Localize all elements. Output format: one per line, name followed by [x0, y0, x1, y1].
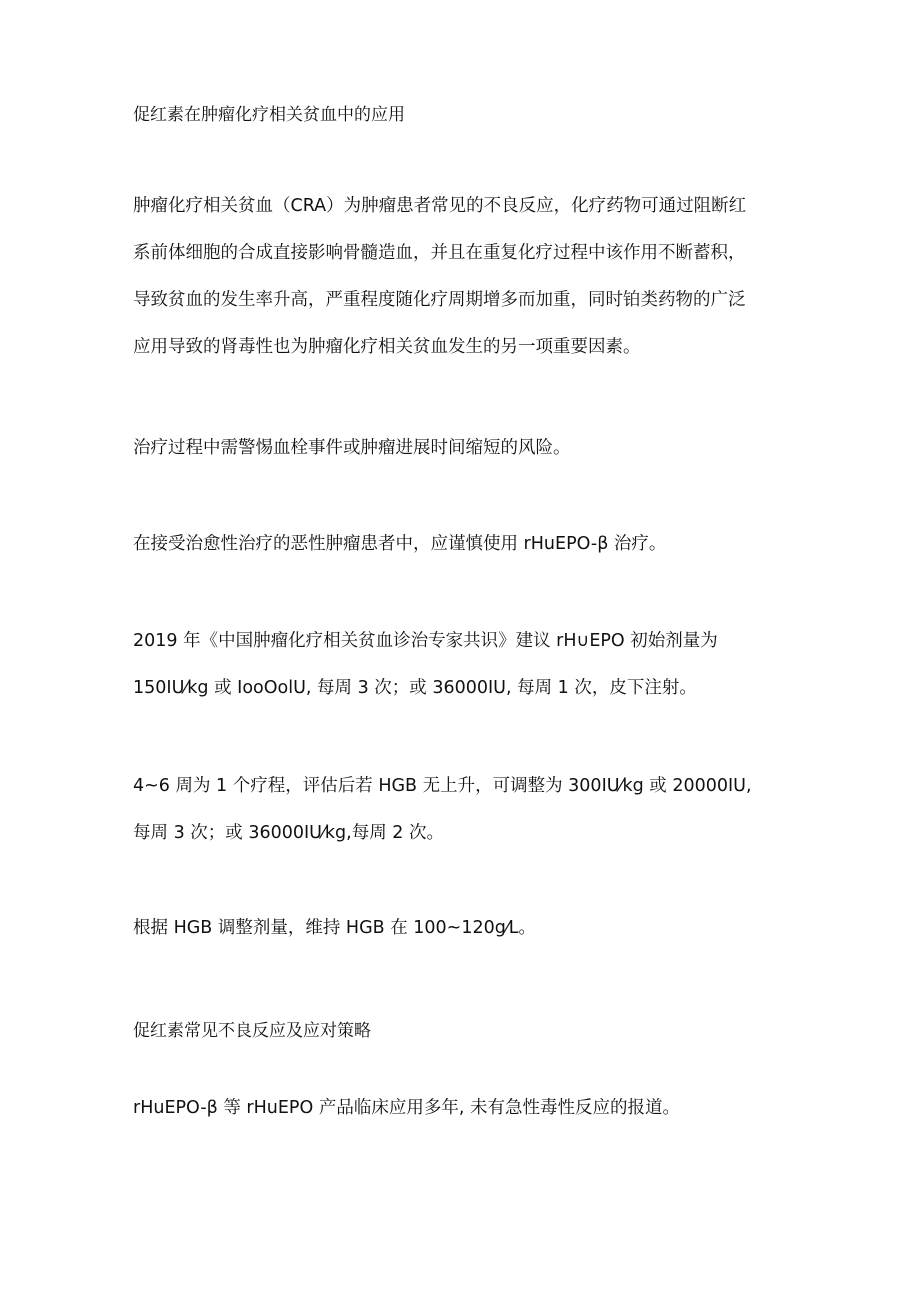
text-line: 肿瘤化疗相关贫血（CRA）为肿瘤患者常见的不良反应，化疗药物可通过阻断红 [133, 196, 747, 216]
paragraph-cra-overview [133, 183, 798, 371]
text-line: 每周 3 次；或 36000IU⁄kg,每周 2 次。 [133, 823, 444, 843]
paragraph-initial-dose [133, 618, 798, 712]
text-line: 系前体细胞的合成直接影响骨髓造血，并且在重复化疗过程中该作用不断蓄积， [133, 243, 746, 263]
paragraph-safety-record: rHuEPO-β 等 rHuEPO 产品临床应用多年, 未有急性毒性反应的报道。 [133, 1098, 680, 1118]
document-title: 促红素在肿瘤化疗相关贫血中的应用 [133, 105, 405, 125]
text-line: 应用导致的肾毒性也为肿瘤化疗相关贫血发生的另一项重要因素。 [133, 337, 641, 357]
paragraph-dose-adjustment [133, 763, 798, 857]
text-line: 150IU⁄kg 或 IooOolU, 每周 3 次；或 36000IU, 每周 1 次，皮下注射。 [133, 678, 697, 698]
paragraph-hgb-target: 根据 HGB 调整剂量，维持 HGB 在 100~120g⁄L。 [133, 918, 537, 938]
text-line: 导致贫血的发生率升高，严重程度随化疗周期增多而加重，同时铂类药物的广泛 [133, 290, 746, 310]
text-line: 4~6 周为 1 个疗程，评估后若 HGB 无上升，可调整为 300IU⁄kg 或 20000IU, [133, 776, 752, 796]
paragraph-curative-caution: 在接受治愈性治疗的恶性肿瘤患者中，应谨慎使用 rHuEPO-β 治疗。 [133, 534, 667, 554]
section-heading: 促红素常见不良反应及应对策略 [133, 1021, 371, 1041]
text-line: 2019 年《中国肿瘤化疗相关贫血诊治专家共识》建议 rH∪EPO 初始剂量为 [133, 631, 718, 651]
paragraph-thrombosis-risk: 治疗过程中需警惕血栓事件或肿瘤进展时间缩短的风险。 [133, 438, 571, 458]
